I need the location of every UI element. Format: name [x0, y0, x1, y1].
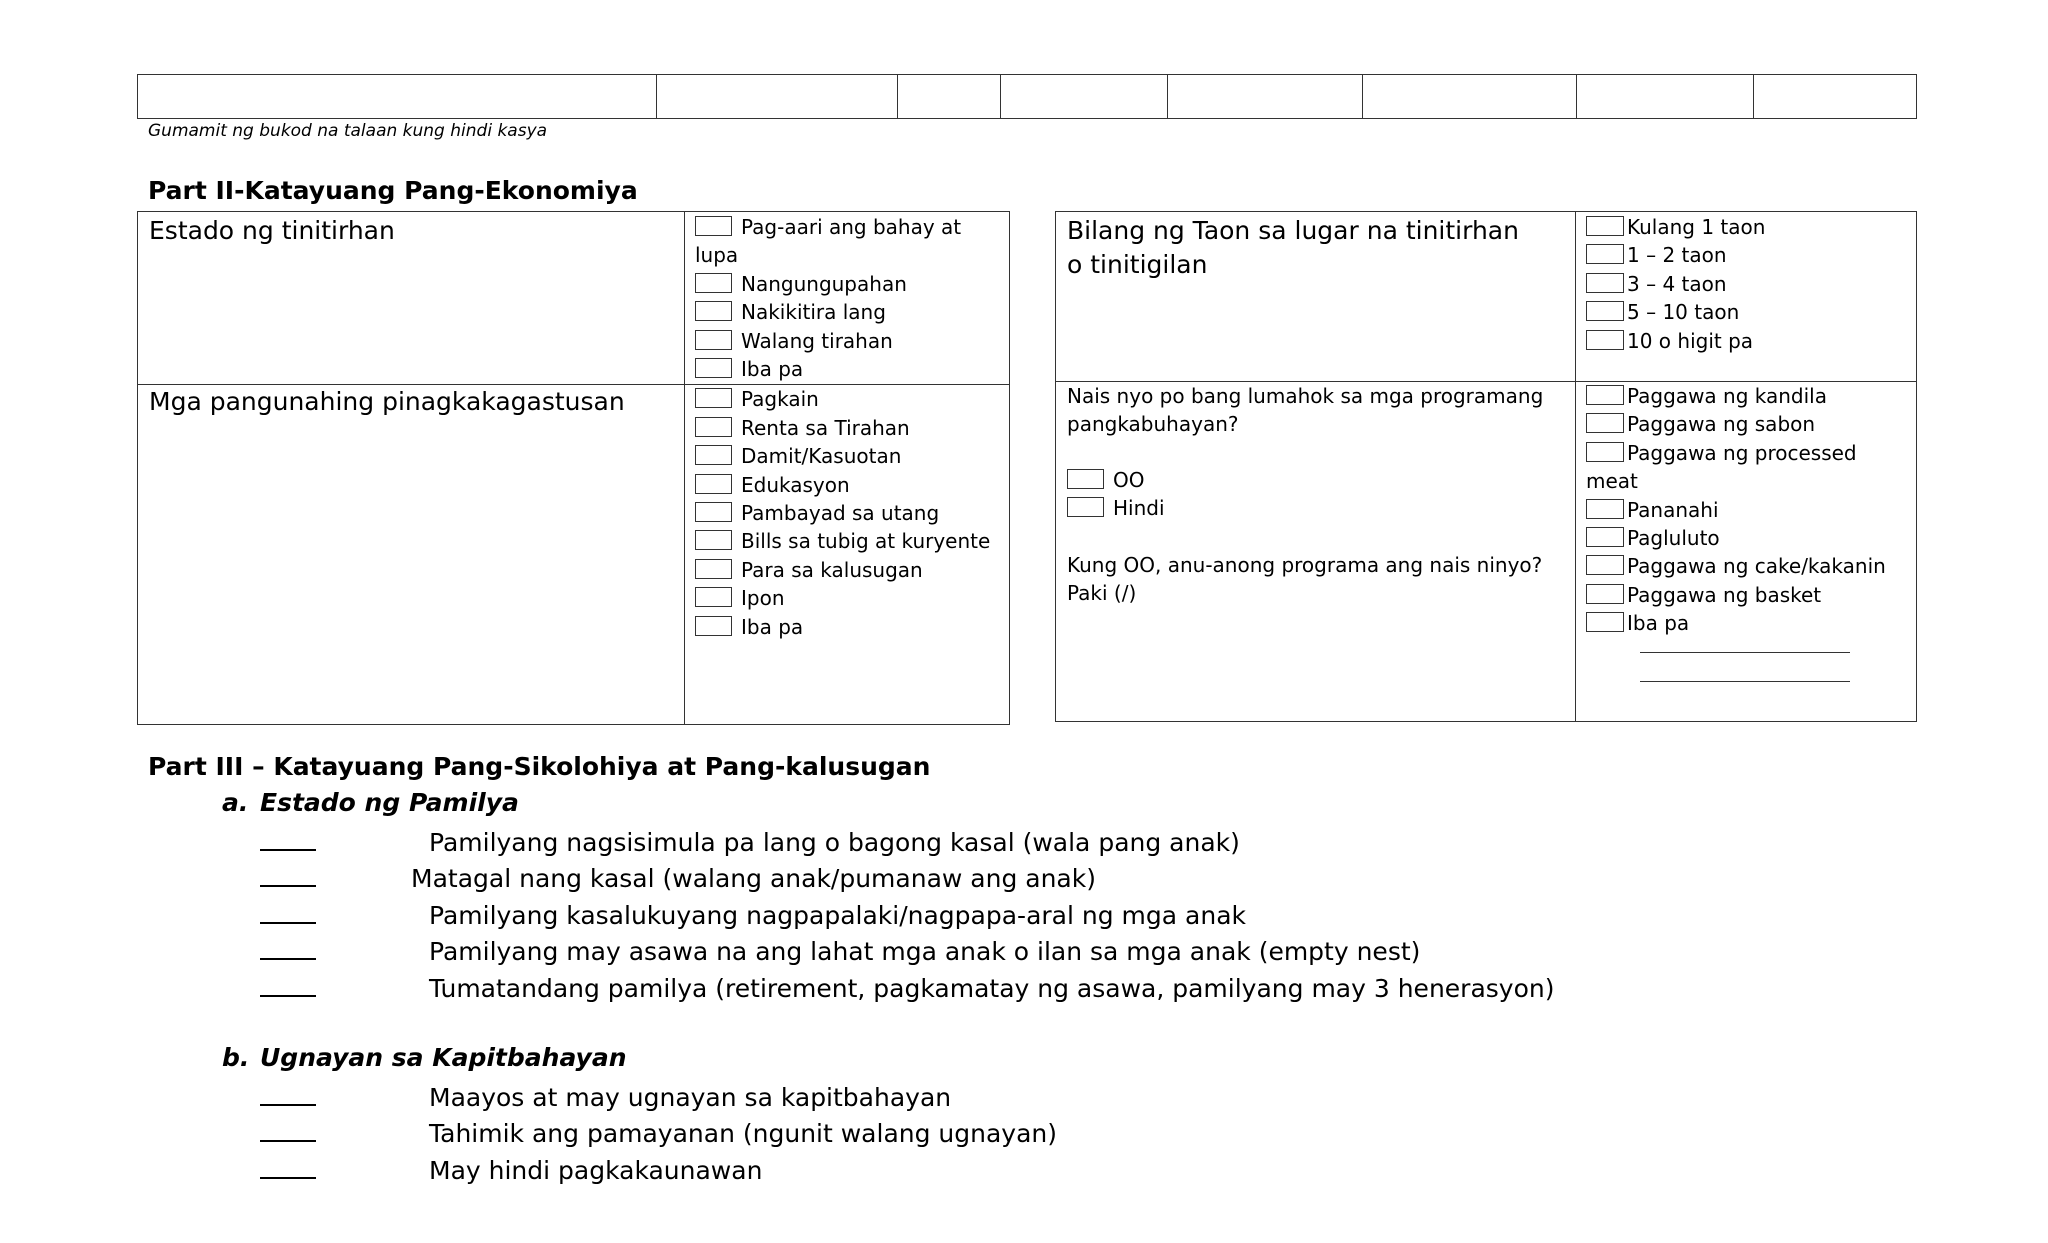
checkbox[interactable] — [695, 330, 732, 350]
livelihood-question: Nais nyo po bang lumahok sa mga programang pangkabuhayan? — [1067, 384, 1544, 436]
no-option[interactable]: Hindi — [1067, 494, 1564, 522]
checkbox-option[interactable]: Damit/Kasuotan — [695, 442, 999, 470]
family-status-item: Pamilyang nagsisimula pa lang o bagong kasal (wala pang anak) — [260, 825, 1554, 861]
checkbox-option[interactable]: Pag-aari ang bahay at lupa — [695, 215, 962, 268]
neighborhood-item: Tahimik ang pamayanan (ngunit walang ugnayan) — [260, 1116, 1057, 1152]
answer-blank[interactable] — [260, 1120, 316, 1142]
table-note: Gumamit ng bukod na talaan kung hindi kasya — [148, 121, 548, 141]
empty-cell[interactable] — [1577, 75, 1754, 119]
checkbox-option[interactable]: Paggawa ng kandila — [1586, 382, 1906, 410]
checkbox[interactable] — [695, 301, 732, 321]
checkbox-option[interactable]: Paggawa ng basket — [1586, 581, 1906, 609]
checkbox[interactable] — [695, 474, 732, 494]
checkbox[interactable] — [1586, 442, 1624, 462]
checkbox-option[interactable]: Pananahi — [1586, 496, 1906, 524]
checkbox-option[interactable]: Nakikitira lang — [695, 298, 999, 326]
checkbox[interactable] — [1586, 301, 1624, 321]
checkbox-option[interactable]: Walang tirahan — [695, 327, 999, 355]
checkbox[interactable] — [1586, 385, 1624, 405]
checkbox[interactable] — [1586, 330, 1624, 350]
empty-cell[interactable] — [138, 75, 657, 119]
checkbox[interactable] — [695, 587, 732, 607]
checkbox[interactable] — [695, 559, 732, 579]
empty-cell[interactable] — [1754, 75, 1917, 119]
checkbox-option[interactable]: Nangungupahan — [695, 270, 999, 298]
empty-cell[interactable] — [1363, 75, 1577, 119]
residence-status-label: Estado ng tinitirhan — [149, 216, 395, 245]
neighborhood-items — [260, 1080, 1057, 1189]
part2-left-table — [137, 211, 1010, 725]
checkbox-option[interactable]: Pambayad sa utang — [695, 499, 999, 527]
livelihood-question-block — [1056, 382, 1575, 607]
checkbox-option[interactable]: Iba pa — [695, 613, 999, 641]
checkbox-option[interactable]: 3 – 4 taon — [1586, 270, 1906, 298]
neighborhood-heading: b. Ugnayan sa Kapitbahayan — [222, 1043, 627, 1072]
checkbox[interactable] — [695, 388, 732, 408]
part2-right-table — [1055, 211, 1917, 722]
checkbox[interactable] — [695, 216, 732, 236]
checkbox-option[interactable]: Pagkain — [695, 385, 999, 413]
checkbox-option[interactable]: Renta sa Tirahan — [695, 414, 999, 442]
checkbox[interactable] — [695, 358, 732, 378]
checkbox-option[interactable]: Edukasyon — [695, 471, 999, 499]
checkbox-option[interactable]: 1 – 2 taon — [1586, 241, 1906, 269]
checkbox-option[interactable]: Kulang 1 taon — [1586, 213, 1906, 241]
answer-blank[interactable] — [260, 829, 316, 851]
top-empty-table — [137, 74, 1917, 119]
main-expenses-label: Mga pangunahing pinagkakagastusan — [149, 387, 625, 417]
checkbox[interactable] — [1586, 612, 1624, 632]
answer-blank[interactable] — [260, 1084, 316, 1106]
main-expenses-options — [685, 385, 1009, 641]
part2-title: Part II-Katayuang Pang-Ekonomiya — [148, 176, 638, 205]
neighborhood-item: Maayos at may ugnayan sa kapitbahayan — [260, 1080, 1057, 1116]
checkbox-option[interactable]: Ipon — [695, 584, 999, 612]
neighborhood-item: May hindi pagkakaunawan — [260, 1153, 1057, 1189]
checkbox[interactable] — [1067, 497, 1104, 517]
program-options — [1576, 382, 1916, 682]
checkbox[interactable] — [1586, 555, 1624, 575]
family-status-item: Pamilyang kasalukuyang nagpapalaki/nagpapa-aral ng mga anak — [260, 898, 1554, 934]
years-options — [1576, 212, 1916, 356]
checkbox[interactable] — [1586, 216, 1624, 236]
checkbox[interactable] — [695, 417, 732, 437]
yes-option[interactable]: OO — [1067, 466, 1564, 494]
answer-blank[interactable] — [260, 975, 316, 997]
family-status-items — [260, 825, 1554, 1007]
empty-cell[interactable] — [657, 75, 898, 119]
checkbox[interactable] — [1586, 499, 1624, 519]
checkbox-option[interactable]: Paggawa ng sabon — [1586, 410, 1906, 438]
part3-title: Part III – Katayuang Pang-Sikolohiya at Pang-kalusugan — [148, 752, 931, 781]
checkbox-option[interactable]: 5 – 10 taon — [1586, 298, 1906, 326]
checkbox[interactable] — [1586, 273, 1624, 293]
checkbox-option[interactable]: 10 o higit pa — [1586, 327, 1906, 355]
checkbox-option[interactable]: Para sa kalusugan — [695, 556, 999, 584]
checkbox[interactable] — [695, 502, 732, 522]
checkbox[interactable] — [695, 530, 732, 550]
livelihood-followup: Kung OO, anu-anong programa ang nais ninyo? Paki (/) — [1067, 552, 1543, 605]
checkbox-option[interactable]: Bills sa tubig at kuryente — [695, 527, 999, 555]
family-status-section — [222, 788, 519, 817]
answer-blank[interactable] — [260, 1157, 316, 1179]
family-status-item: Pamilyang may asawa na ang lahat mga anak o ilan sa mga anak (empty nest) — [260, 934, 1554, 970]
checkbox[interactable] — [695, 273, 732, 293]
answer-blank[interactable] — [260, 902, 316, 924]
checkbox[interactable] — [1586, 584, 1624, 604]
family-status-item: Matagal nang kasal (walang anak/pumanaw ang anak) — [260, 861, 1554, 897]
other-program-line[interactable] — [1640, 681, 1850, 682]
empty-cell[interactable] — [1168, 75, 1363, 119]
checkbox-option[interactable]: Iba pa — [1586, 609, 1906, 637]
checkbox[interactable] — [1067, 469, 1104, 489]
checkbox[interactable] — [695, 616, 732, 636]
answer-blank[interactable] — [260, 865, 316, 887]
checkbox[interactable] — [1586, 413, 1624, 433]
checkbox-option[interactable]: Paggawa ng cake/kakanin — [1586, 552, 1906, 580]
checkbox[interactable] — [1586, 244, 1624, 264]
checkbox-option[interactable]: Pagluluto — [1586, 524, 1906, 552]
empty-cell[interactable] — [898, 75, 1001, 119]
empty-cell[interactable] — [1001, 75, 1168, 119]
neighborhood-section — [222, 1043, 627, 1072]
checkbox[interactable] — [1586, 527, 1624, 547]
checkbox-option[interactable]: Paggawa ng processed meat — [1586, 440, 1857, 494]
checkbox-option[interactable]: Iba pa — [695, 355, 999, 383]
years-in-residence-label: Bilang ng Taon sa lugar na tinitirhan o tinitigilan — [1067, 216, 1519, 279]
family-status-item: Tumatandang pamilya (retirement, pagkamatay ng asawa, pamilyang may 3 henerasyon) — [260, 971, 1554, 1007]
checkbox[interactable] — [695, 445, 732, 465]
residence-status-options — [685, 212, 1009, 384]
family-status-heading: a. Estado ng Pamilya — [222, 788, 519, 817]
answer-blank[interactable] — [260, 938, 316, 960]
